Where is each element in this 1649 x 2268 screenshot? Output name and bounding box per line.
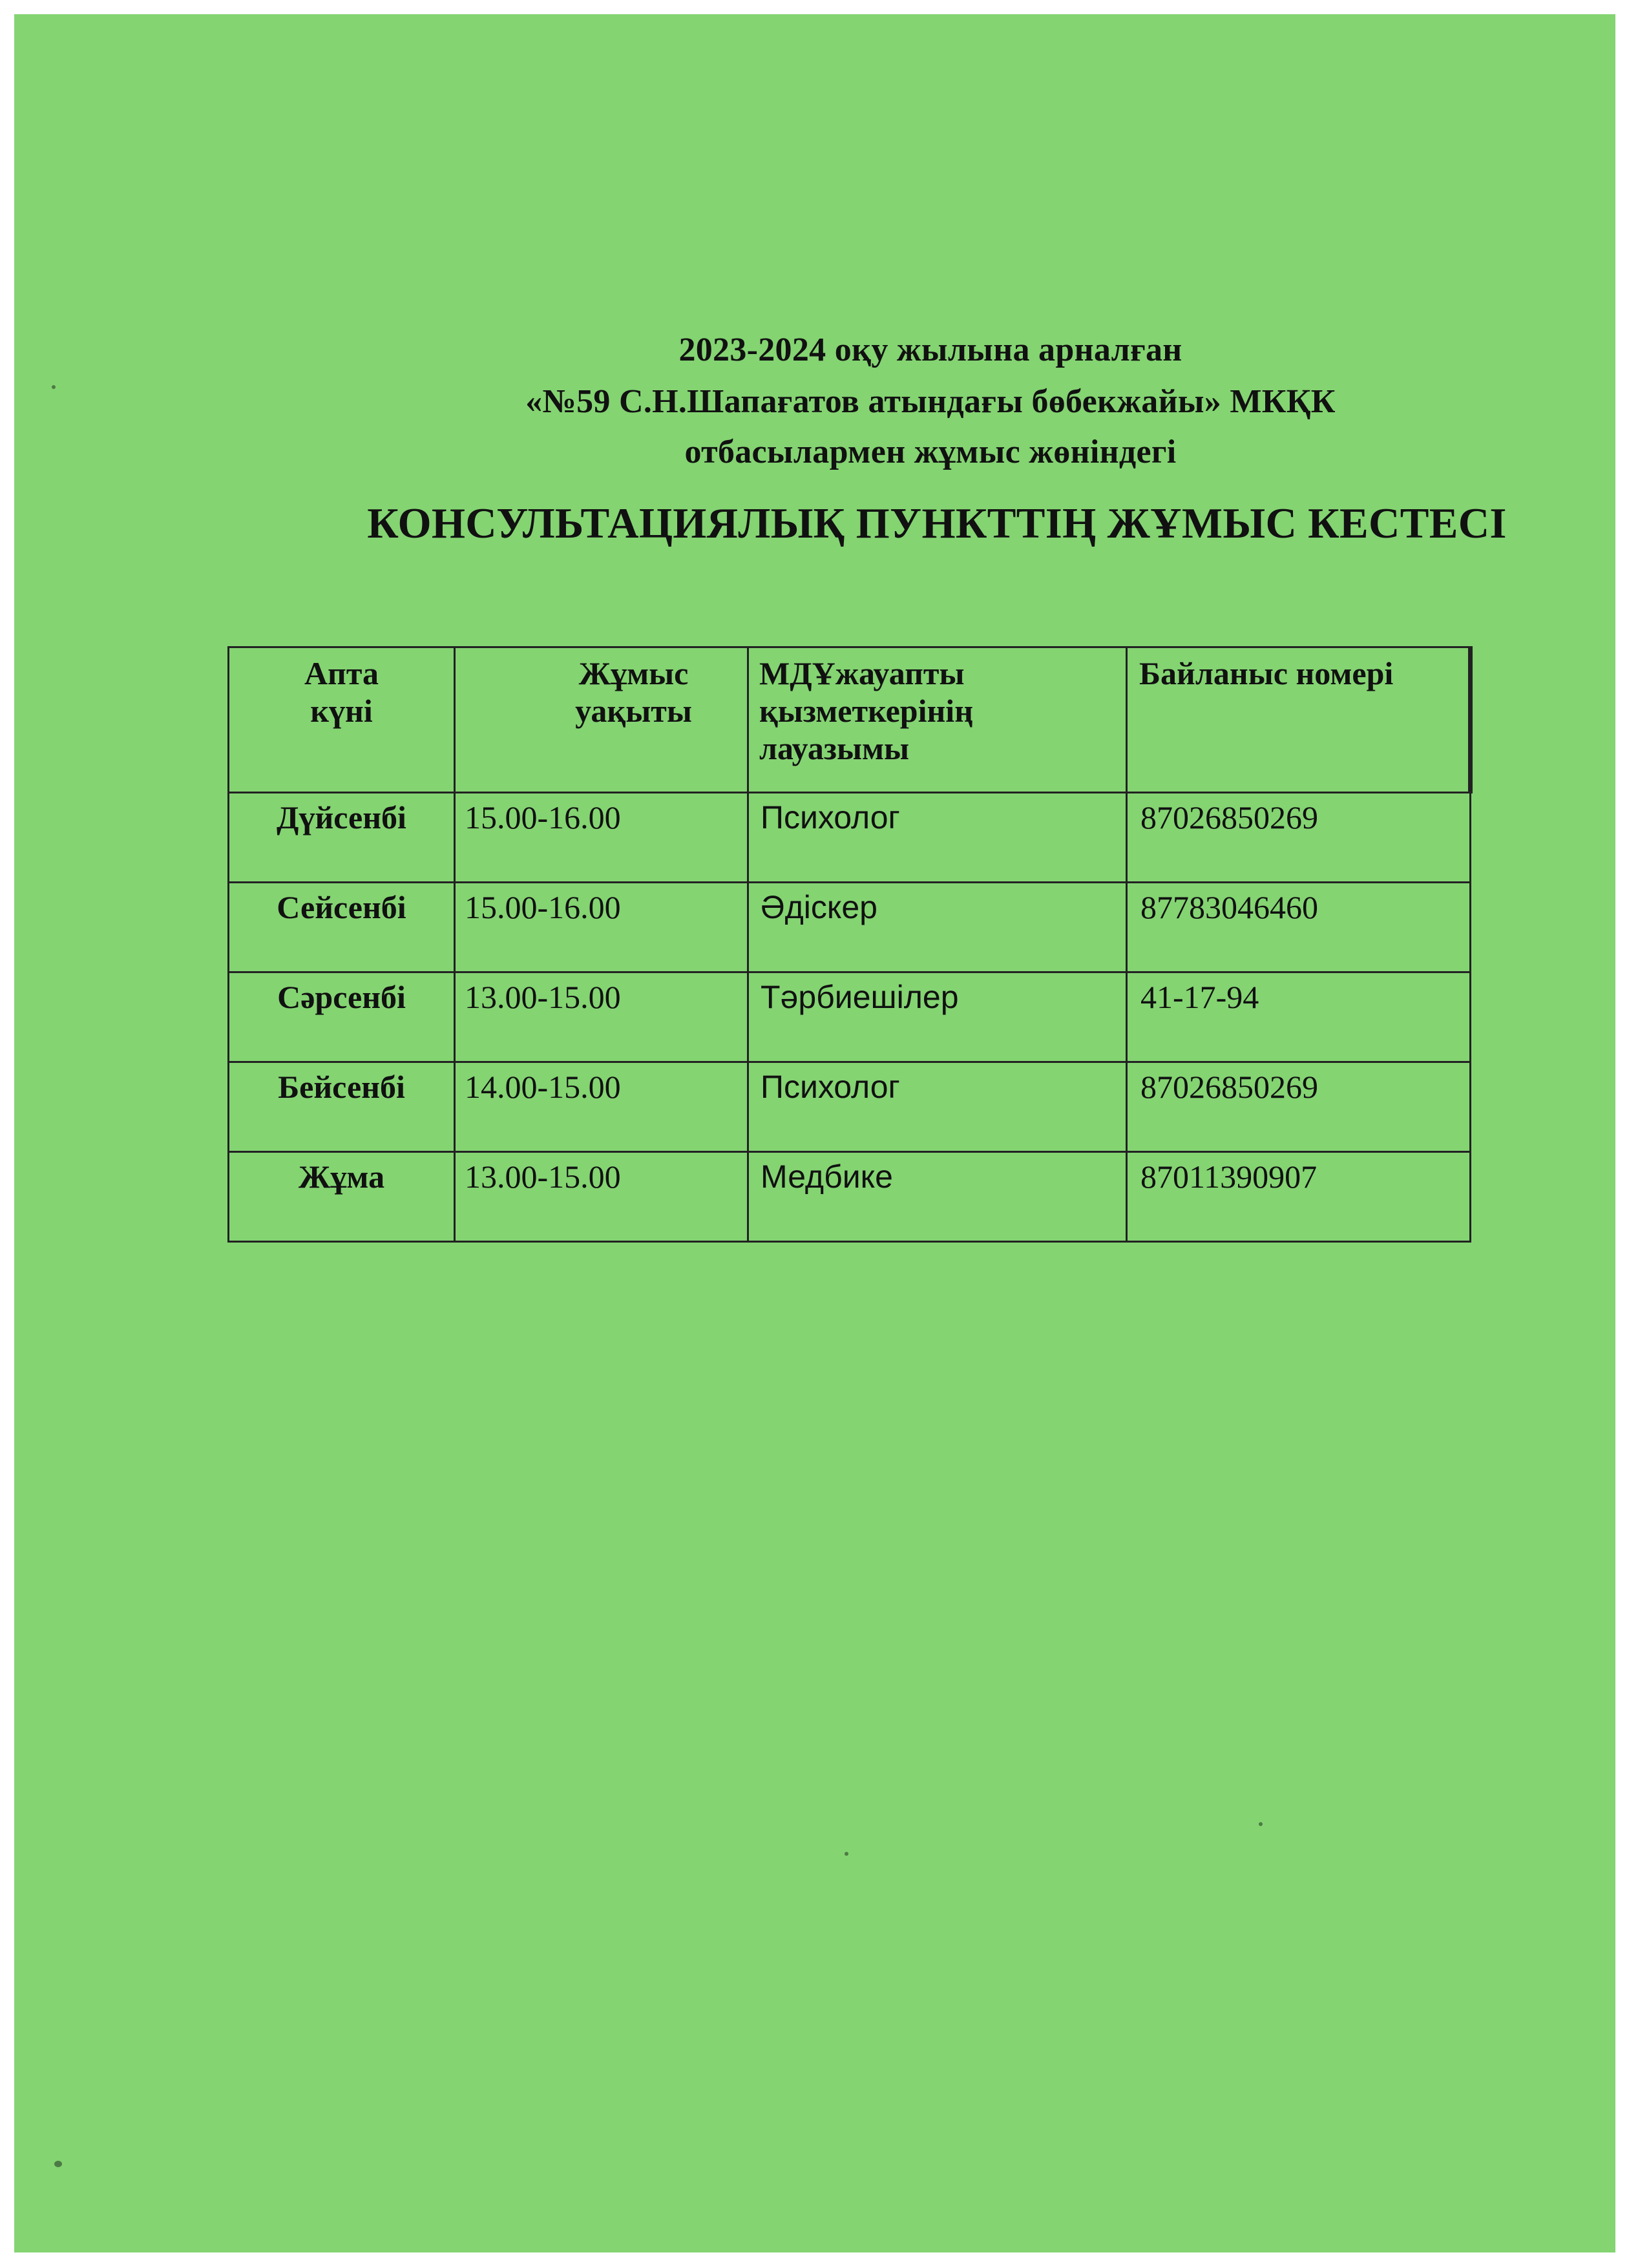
table-row — [229, 972, 1471, 1062]
consultation-schedule-table — [227, 646, 1473, 1243]
column-header-staff — [748, 647, 1127, 793]
column-header-time — [455, 647, 748, 793]
header-day-line1: Апта — [304, 655, 379, 691]
row-phone: 41-17-94 — [1127, 972, 1471, 1062]
row-staff: Тәрбиешілер — [748, 972, 1127, 1062]
row-phone: 87783046460 — [1127, 883, 1471, 972]
row-time: 15.00-16.00 — [455, 883, 748, 972]
header-day-line2: күні — [310, 693, 373, 729]
row-phone: 87026850269 — [1127, 1062, 1471, 1152]
table-row — [229, 793, 1471, 883]
column-header-phone: Байланыс номері — [1127, 647, 1471, 793]
header-staff-line2: қызметкерінің — [759, 693, 974, 729]
row-staff: Әдіскер — [748, 883, 1127, 972]
row-staff: Медбике — [748, 1152, 1127, 1242]
row-phone: 87011390907 — [1127, 1152, 1471, 1242]
row-time: 13.00-15.00 — [455, 1152, 748, 1242]
header-time-line1: Жұмыс — [578, 655, 689, 691]
row-time: 14.00-15.00 — [455, 1062, 748, 1152]
row-day: Сәрсенбі — [229, 972, 455, 1062]
row-day: Сейсенбі — [229, 883, 455, 972]
header-institution: «№59 С.Н.Шапағатов атындағы бөбекжайы» МКҚК — [525, 383, 1336, 420]
page-title: КОНСУЛЬТАЦИЯЛЫҚ ПУНКТТІҢ ЖҰМЫС КЕСТЕСІ — [367, 499, 1507, 547]
column-header-day — [229, 647, 455, 793]
row-day: Дүйсенбі — [229, 793, 455, 883]
row-time: 13.00-15.00 — [455, 972, 748, 1062]
table-header-row — [229, 647, 1471, 793]
header-time-line2: уақыты — [575, 693, 692, 729]
scan-speck — [54, 2161, 62, 2167]
scan-speck — [52, 385, 56, 389]
header-staff-line3: лауазымы — [759, 730, 910, 766]
table-row — [229, 1062, 1471, 1152]
row-staff: Психолог — [748, 793, 1127, 883]
table-row — [229, 883, 1471, 972]
row-day: Бейсенбі — [229, 1062, 455, 1152]
header-subject: отбасылармен жұмыс жөніндегі — [684, 434, 1177, 470]
green-paper-sheet — [14, 14, 1615, 2252]
table-row — [229, 1152, 1471, 1242]
row-time: 15.00-16.00 — [455, 793, 748, 883]
header-staff-line1: МДҰжауапты — [759, 655, 965, 691]
row-phone: 87026850269 — [1127, 793, 1471, 883]
row-day: Жұма — [229, 1152, 455, 1242]
scan-speck — [1259, 1822, 1263, 1826]
row-staff: Психолог — [748, 1062, 1127, 1152]
scan-speck — [845, 1852, 848, 1856]
header-academic-year: 2023-2024 оқу жылына арналған — [678, 331, 1182, 368]
